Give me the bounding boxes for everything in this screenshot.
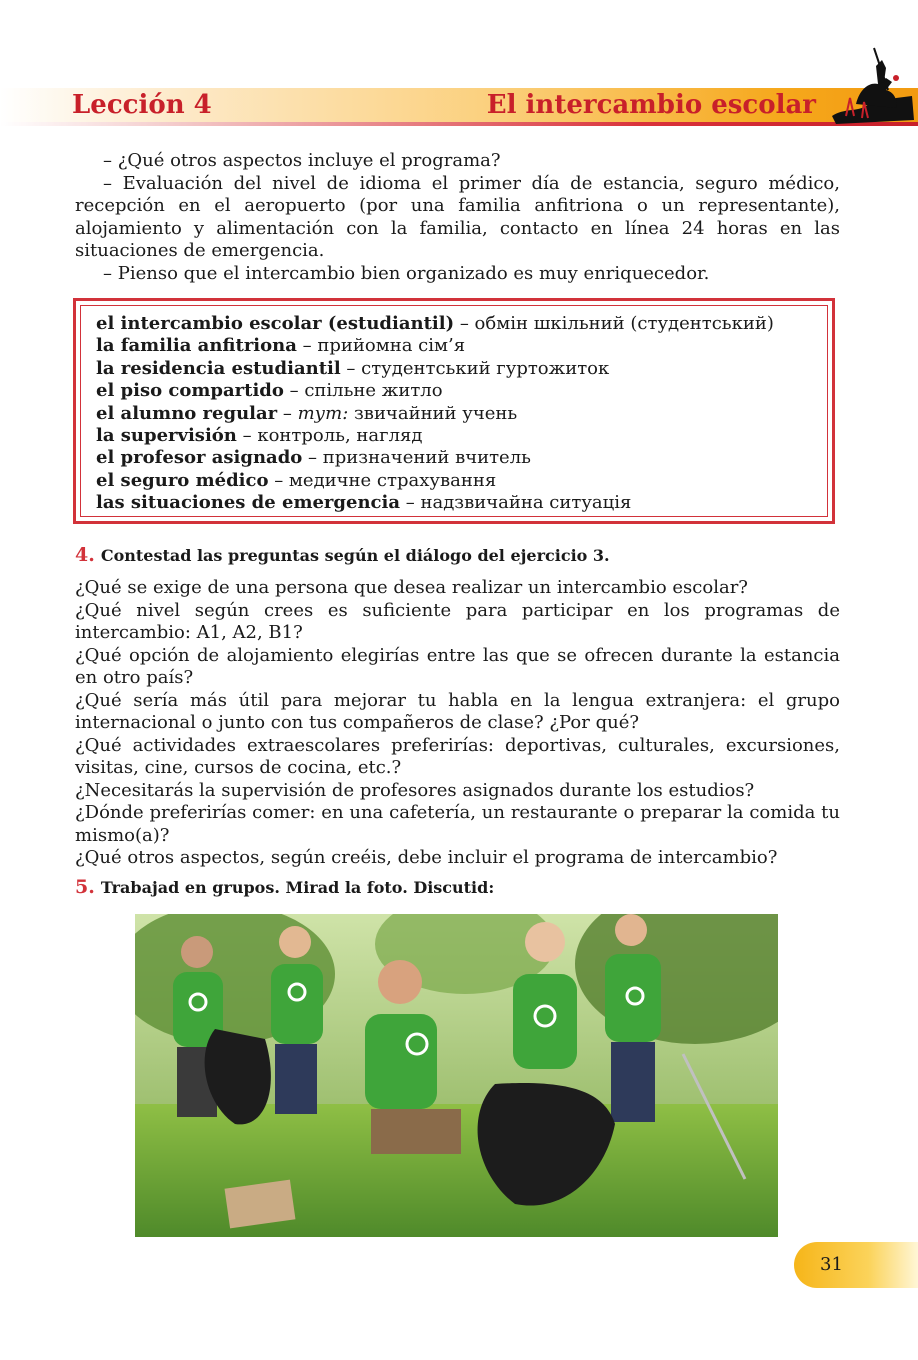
question: ¿Qué opción de alojamiento elegirías entre las que se ofrecen durante la estancia en otro país? <box>75 644 840 688</box>
vocabulary-term: el alumno regular <box>96 402 278 424</box>
question: ¿Qué nivel según crees es suficiente para participar en los programas de intercambio: A1, A2, B1? <box>75 599 840 643</box>
volunteers-recycling-photo <box>135 914 778 1237</box>
vocabulary-item: el intercambio escolar (estudiantil) – обмін шкільний (студентський) <box>96 313 774 334</box>
vocabulary-translation: надзвичайна ситуація <box>420 492 632 514</box>
exercise-number: 4. <box>75 544 95 566</box>
vocabulary-item: la familia anfitriona – прийомна сім’я <box>96 335 466 357</box>
vocabulary-translation: призначений вчитель <box>322 447 531 469</box>
vocabulary-item: el alumno regular – тут: звичайний учень <box>96 402 518 424</box>
question: ¿Dónde preferirías comer: en una cafetería, un restaurante o preparar la comida tu mismo(a)? <box>75 802 840 846</box>
exercise-4-questions <box>75 577 840 870</box>
page-number-badge <box>794 1242 918 1288</box>
don-quixote-silhouette-icon <box>826 38 918 130</box>
vocabulary-translation: спільне житло <box>304 380 443 402</box>
question: ¿Qué sería más útil para mejorar tu habla en la lengua extranjera: el grupo internacional o junto con tus compañeros de clase? ¿Por qué? <box>75 689 840 733</box>
vocabulary-item: la residencia estudiantil – студентський гуртожиток <box>96 357 610 379</box>
exercise-4-heading <box>75 544 610 566</box>
vocabulary-list <box>96 313 774 515</box>
dialog-line: – Pienso que el intercambio bien organizado es muy enriquecedor. <box>103 262 710 284</box>
question: ¿Qué otros aspectos, según creéis, debe incluir el programa de intercambio? <box>75 847 778 868</box>
dialog-line: – ¿Qué otros aspectos incluye el programa? <box>103 150 501 171</box>
vocabulary-item: la supervisión – контроль, нагляд <box>96 425 423 447</box>
vocabulary-term: el intercambio escolar (estudiantil) <box>96 313 455 334</box>
vocabulary-translation: прийомна сім’я <box>317 335 466 357</box>
lesson-header <box>0 78 918 138</box>
vocabulary-translation: обмін шкільний (студентський) <box>474 313 774 334</box>
lesson-title: El intercambio escolar <box>486 90 816 120</box>
vocabulary-translation: звичайний учень <box>348 402 518 424</box>
dialog-line: – Evaluación del nivel de idioma el primer día de estancia, seguro médico, recepción en el aeropuerto (por una familia anfitriona o un representante), alojamiento y alimentación con la familia, contacto en línea 24 horas en las situaciones de emergencia. <box>75 172 840 261</box>
lesson-number: Lección 4 <box>72 90 212 120</box>
question: ¿Qué se exige de una persona que desea realizar un intercambio escolar? <box>75 577 748 598</box>
vocabulary-term: la residencia estudiantil <box>96 357 341 379</box>
vocabulary-translation: студентський гуртожиток <box>361 357 610 379</box>
dialog-text <box>75 150 840 285</box>
vocabulary-term: las situaciones de emergencia <box>96 492 401 514</box>
header-divider <box>0 122 918 126</box>
vocabulary-item: las situaciones de emergencia – надзвичайна ситуація <box>96 492 632 514</box>
vocabulary-term: el profesor asignado <box>96 447 303 469</box>
vocabulary-term: el piso compartido <box>96 380 284 402</box>
vocabulary-translation: медичне страхування <box>288 469 497 491</box>
vocabulary-note: тут: <box>297 402 349 424</box>
vocabulary-item: el seguro médico – медичне страхування <box>96 469 497 491</box>
vocabulary-translation: контроль, нагляд <box>257 425 423 447</box>
question: ¿Necesitarás la supervisión de profesores asignados durante los estudios? <box>75 779 755 801</box>
vocabulary-term: la supervisión <box>96 425 237 447</box>
vocabulary-box <box>73 298 835 524</box>
vocabulary-item: el profesor asignado – призначений вчитель <box>96 447 531 469</box>
page-number: 31 <box>820 1254 843 1275</box>
question: ¿Qué actividades extraescolares preferirías: deportivas, culturales, excursiones, visitas, cine, cursos de cocina, etc.? <box>75 734 840 778</box>
exercise-instruction: Trabajad en grupos. Mirad la foto. Discutid: <box>100 878 495 897</box>
vocabulary-item: el piso compartido – спільне житло <box>96 380 443 402</box>
exercise-number: 5. <box>75 876 95 898</box>
exercise-5-heading <box>75 876 494 898</box>
vocabulary-term: la familia anfitriona <box>96 335 297 357</box>
vocabulary-term: el seguro médico <box>96 469 269 491</box>
exercise-instruction: Contestad las preguntas según el diálogo del ejercicio 3. <box>100 546 610 565</box>
